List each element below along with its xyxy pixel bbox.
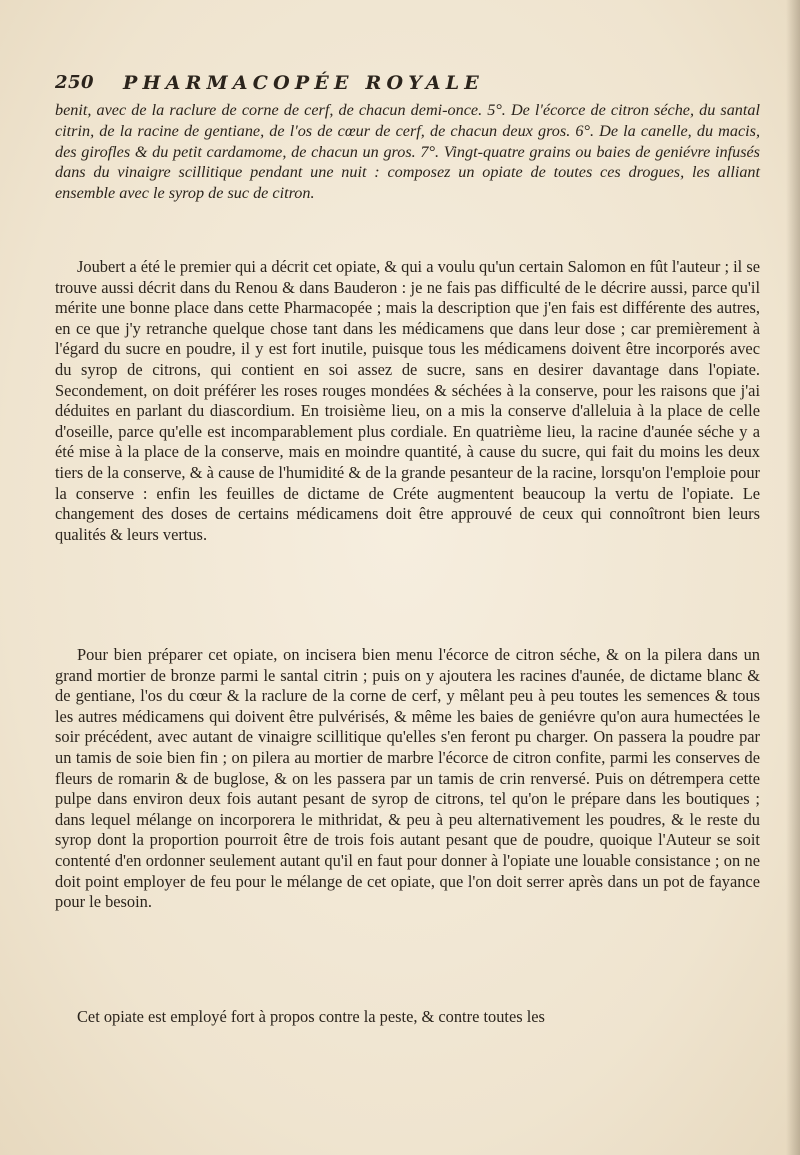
paragraph-1: Joubert a été le premier qui a décrit cet opiate, & qui a voulu qu'un certain Salomon en fût l'auteur ; il se trouve aussi décrit dans du Renou & dans Bauderon : je ne fais pas difficulté de le décrire aussi, parce qu'il mérite une bonne place dans cette Pharmacopée ; mais la description que j'en fais est différente des autres, en ce que j'y retranche quelque chose tant dans les médicamens que dans leur dose ; car premièrement à l'égard du sucre en poudre, il y est fort inutile, puisque tous les médicamens doivent être incorporés avec du syrop de citrons, qui contient en soi assez de sucre, sans en desirer davantage dans l'opiate. Secondement, on doit préférer les roses rouges mondées & séchées à la conserve, pour les raisons que j'ai déduites en parlant du diascordium. En troisième lieu, on a mis la conserve d'alleluia à la place de celle d'oseille, parce qu'elle est incomparablement plus cordiale. En quatrième lieu, la racine d'aunée séche y a été mise à la place de la conserve, mais en moindre quantité, à cause du sucre, qui fait du moins les deux tiers de la conserve, & à cause de l'humidité & de la grande pesanteur de la racine, lorsqu'on l'emploie pour la conserve : enfin les feuilles de dictame de Créte augmentent beaucoup la vertu de l'opiate. Le changement des doses de certains médicamens doit être approuvé de ceux qui connoîtront bien leurs qualités & leurs vertus. (55, 257, 760, 544)
page-header (55, 72, 755, 98)
paragraph-3: Cet opiate est employé fort à propos contre la peste, & contre toutes les (77, 1007, 545, 1026)
page-edge-shadow (786, 0, 800, 1155)
page-number: 250 (55, 72, 95, 93)
recipe-text: benit, avec de la raclure de corne de cerf, de chacun demi-once. 5°. De l'écorce de citron séche, du santal citrin, de la racine de gentiane, de l'os de cœur de cerf, de chacun deux gros. 6°. De la canelle, du macis, des girofles & du petit cardamome, de chacun un gros. 7°. Vingt-quatre grains ou baies de geniévre infusés dans du vinaigre scillitique pendant une nuit : composez un opiate de toutes ces drogues, les alliant ensemble avec le syrop de suc de citron. (55, 101, 760, 203)
paragraph-2: Pour bien préparer cet opiate, on incisera bien menu l'écorce de citron séche, & on la pilera dans un grand mortier de bronze parmi le santal citrin ; puis on y ajoutera les racines d'aunée, de dictame blanc & de gentiane, l'os du cœur & la raclure de la corne de cerf, y mêlant peu à peu toutes les semences & tous les autres médicamens qui doivent être pulvérisés, & même les baies de geniévre qu'on aura humectées le soir précédent, avec autant de vinaigre scillitique qu'elles s'en feront pu charger. On passera la poudre par un tamis de soie bien fin ; on pilera au mortier de marbre l'écorce de citron confite, parmi les conserves de fleurs de romarin & de buglose, & on les passera par un tamis de crin renversé. Puis on détrempera cette pulpe dans environ deux fois autant pesant de syrop de citrons, tel qu'on le prépare dans les boutiques ; dans lequel mélange on incorporera le mithridat, & peu à peu alternativement les poudres, & le reste du syrop dont la proportion pourroit être de trois fois autant pesant que de poudre, quoique l'Auteur se soit contenté d'en ordonner seulement autant qu'il en faut pour donner à l'opiate une louable consistance ; on ne doit point employer de feu pour le mélange de cet opiate, que l'on doit serrer après dans un pot de fayance pour le besoin. (55, 645, 760, 912)
running-title: PHARMACOPÉE ROYALE (123, 72, 484, 94)
